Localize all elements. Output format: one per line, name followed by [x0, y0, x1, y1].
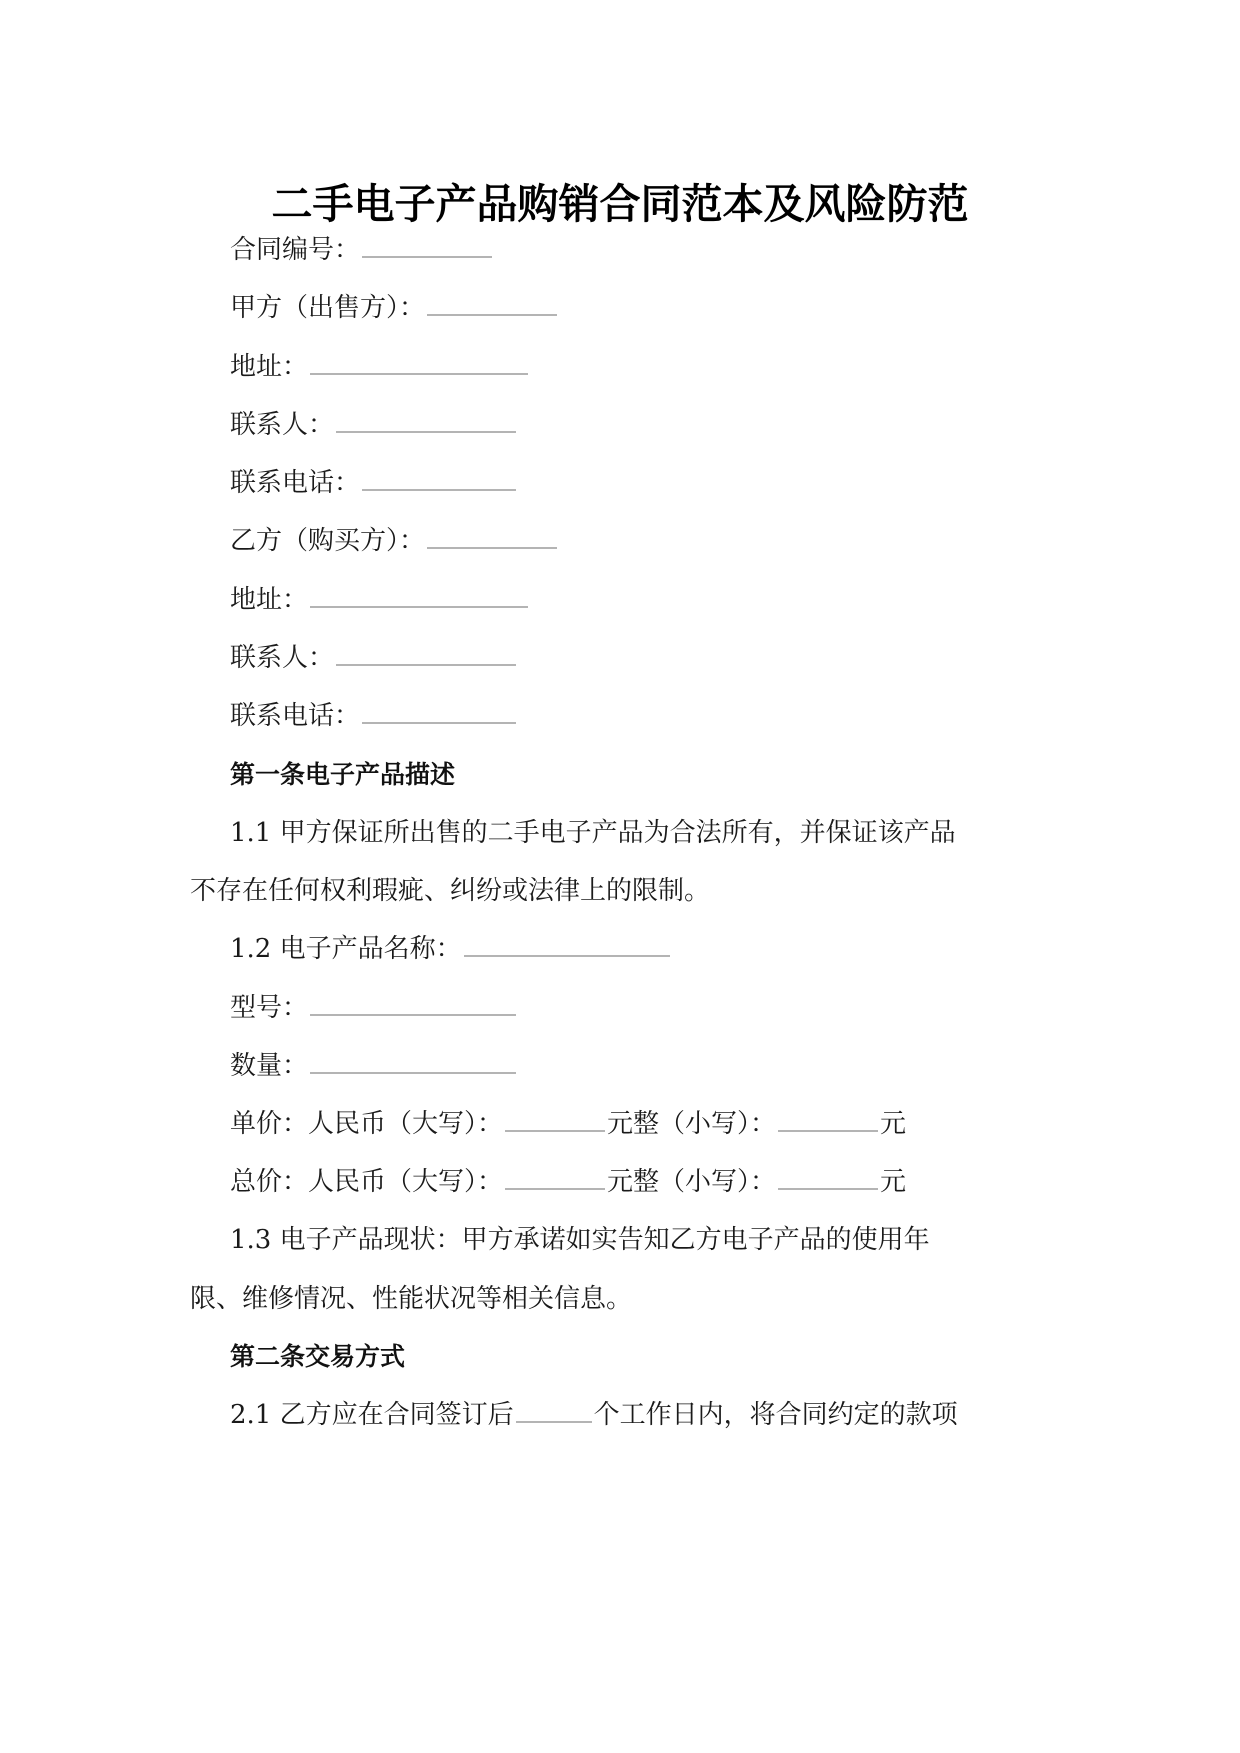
clause-2-1-post: 个工作日内，将合同约定的款项	[593, 1400, 958, 1430]
clause-1-3-line-1: 1.3 电子产品现状：甲方承诺如实告知乙方电子产品的使用年	[230, 1225, 930, 1255]
unit-price-label: 单价：人民币（大写）：	[230, 1109, 504, 1139]
party-b-address-blank[interactable]	[310, 584, 528, 608]
field-label: 合同编号：	[230, 235, 361, 265]
field-label: 联系人：	[230, 410, 335, 440]
clause-2-1-pre: 2.1 乙方应在合同签订后	[230, 1400, 514, 1430]
total-price-uppercase-blank[interactable]	[505, 1166, 605, 1190]
field-label: 1.2 电子产品名称：	[230, 934, 462, 964]
field-party-a-address	[230, 347, 530, 387]
field-party-b-contact	[230, 638, 518, 678]
field-quantity	[230, 1046, 518, 1086]
field-product-name	[230, 929, 672, 969]
field-contract-number	[230, 230, 494, 270]
party-b-blank[interactable]	[427, 525, 557, 549]
document-title: 二手电子产品购销合同范本及风险防范	[271, 180, 969, 228]
total-price-label: 总价：人民币（大写）：	[230, 1167, 504, 1197]
party-b-phone-blank[interactable]	[362, 700, 516, 724]
product-name-blank[interactable]	[464, 933, 670, 957]
field-label: 乙方（购买方）：	[230, 526, 426, 556]
clause-1-3-line-2: 限、维修情况、性能状况等相关信息。	[190, 1284, 633, 1314]
field-party-b-phone	[230, 696, 518, 736]
clause-2-1	[230, 1395, 958, 1435]
field-party-b-address	[230, 580, 530, 620]
unit-price-end: 元	[880, 1109, 907, 1139]
field-label: 型号：	[230, 993, 309, 1023]
working-days-blank[interactable]	[516, 1399, 592, 1423]
field-label: 联系电话：	[230, 701, 361, 731]
party-a-phone-blank[interactable]	[362, 467, 516, 491]
party-b-contact-blank[interactable]	[336, 642, 516, 666]
field-model	[230, 988, 518, 1028]
field-label: 数量：	[230, 1051, 309, 1081]
quantity-blank[interactable]	[310, 1050, 516, 1074]
clause-1-1-line-1: 1.1 甲方保证所出售的二手电子产品为合法所有，并保证该产品	[230, 818, 956, 848]
unit-price-lowercase-blank[interactable]	[778, 1108, 878, 1132]
field-party-a-phone	[230, 463, 518, 503]
field-label: 联系电话：	[230, 468, 361, 498]
field-label: 地址：	[230, 352, 309, 382]
total-price-end: 元	[880, 1167, 907, 1197]
section-1-heading: 第一条电子产品描述	[230, 760, 456, 789]
party-a-contact-blank[interactable]	[336, 409, 516, 433]
field-label: 地址：	[230, 585, 309, 615]
party-a-address-blank[interactable]	[310, 351, 528, 375]
contract-number-blank[interactable]	[362, 234, 492, 258]
total-price-lowercase-blank[interactable]	[778, 1166, 878, 1190]
field-label: 甲方（出售方）：	[230, 293, 426, 323]
field-label: 联系人：	[230, 643, 335, 673]
field-unit-price	[230, 1104, 906, 1144]
clause-1-1-line-2: 不存在任何权利瑕疵、纠纷或法律上的限制。	[190, 876, 711, 906]
field-party-b	[230, 521, 559, 561]
model-blank[interactable]	[310, 992, 516, 1016]
field-total-price	[230, 1162, 906, 1202]
unit-price-mid: 元整（小写）：	[607, 1109, 777, 1139]
section-2-heading: 第二条交易方式	[230, 1342, 406, 1371]
party-a-blank[interactable]	[427, 292, 557, 316]
total-price-mid: 元整（小写）：	[607, 1167, 777, 1197]
field-party-a-contact	[230, 405, 518, 445]
unit-price-uppercase-blank[interactable]	[505, 1108, 605, 1132]
field-party-a	[230, 288, 559, 328]
